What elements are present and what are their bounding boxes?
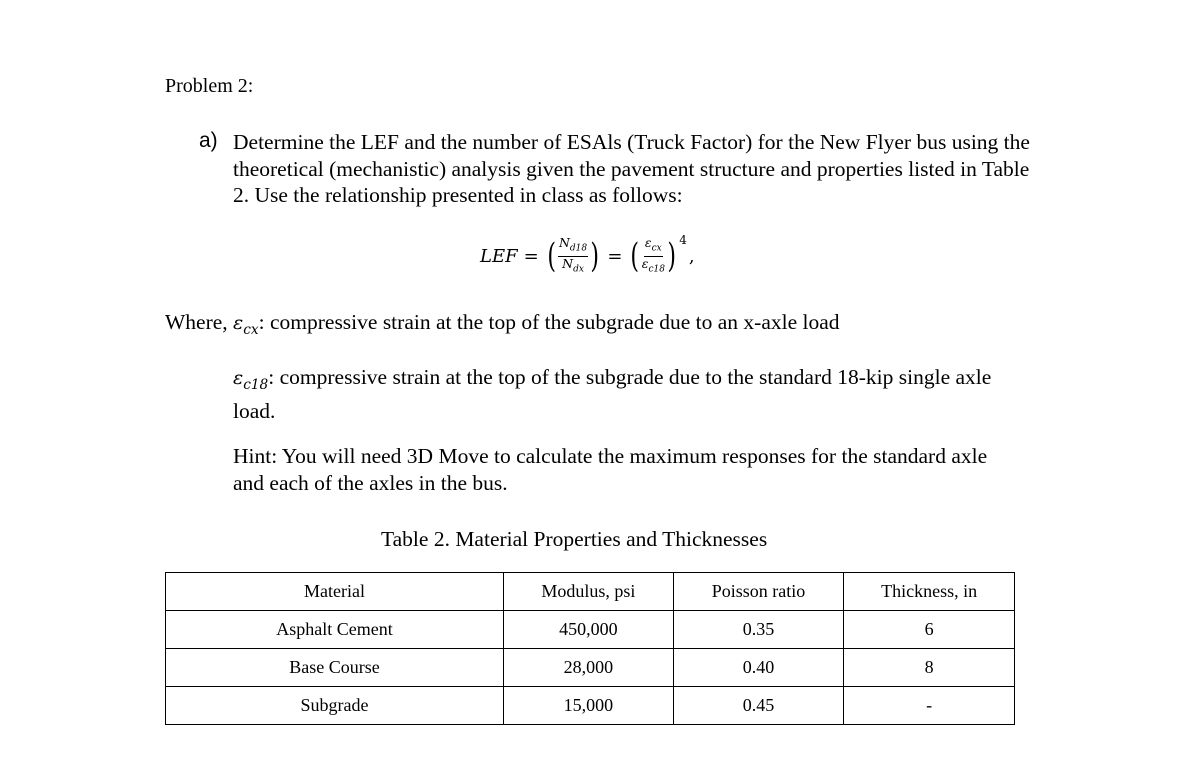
table-header-row (166, 573, 1015, 611)
cell-poisson: 0.35 (673, 611, 844, 649)
fraction-n: $\frac{N_{d18}}{N_{dx}}$ (558, 235, 588, 274)
cell-modulus: 15,000 (504, 687, 674, 725)
cell-thickness: 6 (844, 611, 1015, 649)
cell-material: Asphalt Cement (166, 611, 504, 649)
cell-material: Base Course (166, 649, 504, 687)
formula-equals-2: = (607, 245, 623, 267)
lef-formula: LEF = ( $\frac{N_{d18}}{N_{dx}}$ ) = ( $\frac{\varepsilon_{cx}}{\varepsilon_{c18}}$ ) 4 , (480, 233, 695, 276)
cell-material: Subgrade (166, 687, 504, 725)
eps18-definition: $\varepsilon_{c18}$: compressive strain at the top of the subgrade due to the standard 18-kip single axle load. (233, 365, 992, 424)
part-a-text: Determine the LEF and the number of ESAls (Truck Factor) for the New Flyer bus using the theoretical (mechanistic) analysis given the pavement structure and properties listed in Table 2. Use the relationship presented in class as follows: (233, 130, 1030, 207)
header-material: Material (166, 573, 504, 611)
table-row (166, 687, 1015, 725)
cell-thickness: - (844, 687, 1015, 725)
header-modulus: Modulus, psi (504, 573, 674, 611)
material-properties-table (165, 572, 1015, 725)
part-a-marker: a) (199, 129, 218, 152)
problem-title: Problem 2: (165, 75, 254, 97)
cell-modulus: 28,000 (504, 649, 674, 687)
hint-text: Hint: You will need 3D Move to calculate the maximum responses for the standard axle and each of the axles in the bus. (233, 444, 988, 495)
cell-poisson: 0.45 (673, 687, 844, 725)
fraction-epsilon: $\frac{\varepsilon_{cx}}{\varepsilon_{c18}}$ (641, 235, 665, 274)
formula-exponent: 4 (679, 233, 687, 247)
table-row (166, 649, 1015, 687)
formula-lhs: LEF (480, 245, 518, 267)
header-poisson: Poisson ratio (673, 573, 844, 611)
header-thickness: Thickness, in (844, 573, 1015, 611)
formula-comma: , (688, 245, 695, 267)
table-caption: Table 2. Material Properties and Thicknesses (381, 527, 768, 551)
cell-thickness: 8 (844, 649, 1015, 687)
table-row (166, 611, 1015, 649)
cell-poisson: 0.40 (673, 649, 844, 687)
formula-equals-1: = (523, 245, 539, 267)
where-definition: Where, $\varepsilon_{cx}$: compressive strain at the top of the subgrade due to an x-axle load (165, 310, 840, 338)
cell-modulus: 450,000 (504, 611, 674, 649)
